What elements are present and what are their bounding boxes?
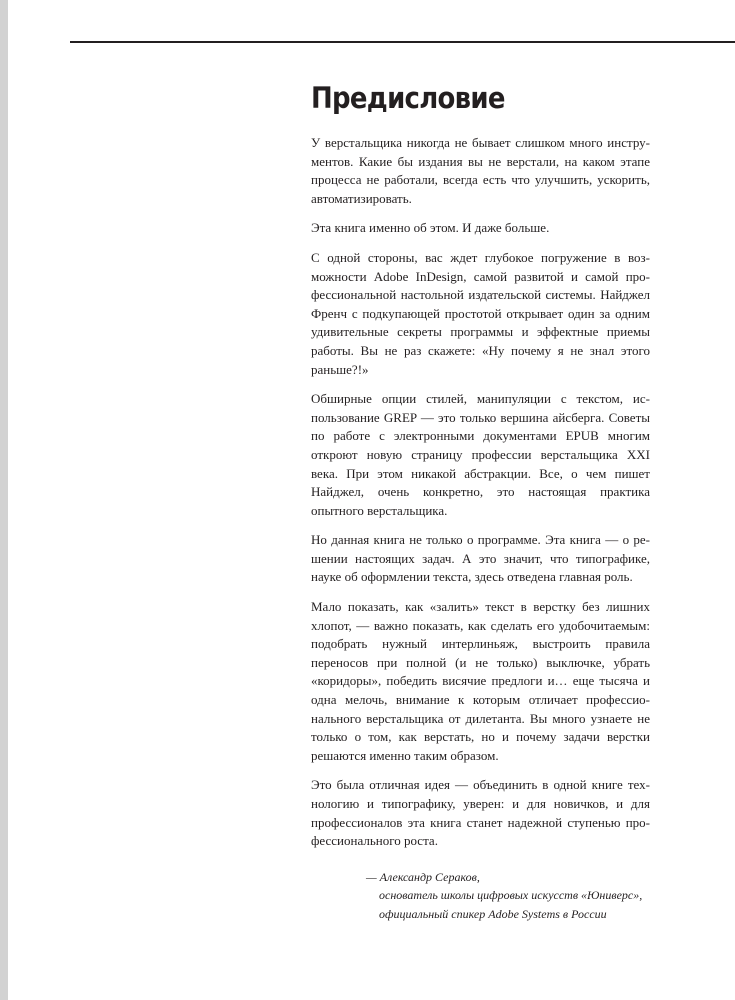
header-rule xyxy=(70,41,735,43)
paragraph-2: Эта книга именно об этом. И даже больше. xyxy=(311,220,550,236)
signature-affiliation: основатель школы цифровых искусств «Юниверс», xyxy=(379,888,643,903)
page-title: Предисловие xyxy=(311,81,505,115)
signature-name: — Александр Сераков, xyxy=(366,869,480,884)
paragraph-1: У верстальщика никогда не бывает слишком много инструментов. Какие бы издания вы не верстали, на каком этапе процесса не работали, всегда есть что улучшить, ускорить, автоматизировать. xyxy=(311,135,650,206)
signature-role: официальный спикер Adobe Systems в России xyxy=(379,906,607,921)
paragraph-3: С одной стороны, вас ждет глубокое погружение в возможности Adobe InDesign, самой развитой и самой профессиональной настольной издательской системы. Найджел Френч с подкупающей простотой открывает один за одним удивительные секреты программы и эффектные приемы работы. Вы не раз скажете: «Ну почему я не знал этого раньше?!» xyxy=(311,249,650,377)
paragraph-6: Мало показать, как «залить» текст в верстку без лишних хлопот, — важно показать, как сделать его удобочитаемым: подобрать нужный интерлиньяж, выстроить правила переносов при полной (и не только) выключке, убрать «коридоры», победить висячие предлоги и… еще тысяча и одна мелочь, внимание к которым отличает профессионального верстальщика от дилетанта. Вы много узнаете не только о том, как верстать, но и почему задачи верстки решаются именно таким образом. xyxy=(311,599,650,763)
paragraph-4: Обширные опции стилей, манипуляции с текстом, использование GREP — это только вершина айсберга. Советы по работе с электронными документами EPUB многим откроют новую страницу профессии верстальщика XXI века. При этом никакой абстракции. Все, о чем пишет Найджел, очень конкретно, это настоящая практика опытного верстальщика. xyxy=(311,391,650,518)
signature-block xyxy=(366,868,650,924)
paragraph-7: Это была отличная идея — объединить в одной книге технологию и типографику, уверен: и для новичков, и для профессионалов эта книга станет надежной ступенью профессионального роста. xyxy=(311,777,650,849)
page-content xyxy=(311,80,650,923)
paragraph-5: Но данная книга не только о программе. Эта книга — о решении настоящих задач. А это значит, что типографике, науке об оформлении текста, здесь отведена главная роль. xyxy=(311,532,650,585)
viewer-left-edge xyxy=(0,0,8,1000)
